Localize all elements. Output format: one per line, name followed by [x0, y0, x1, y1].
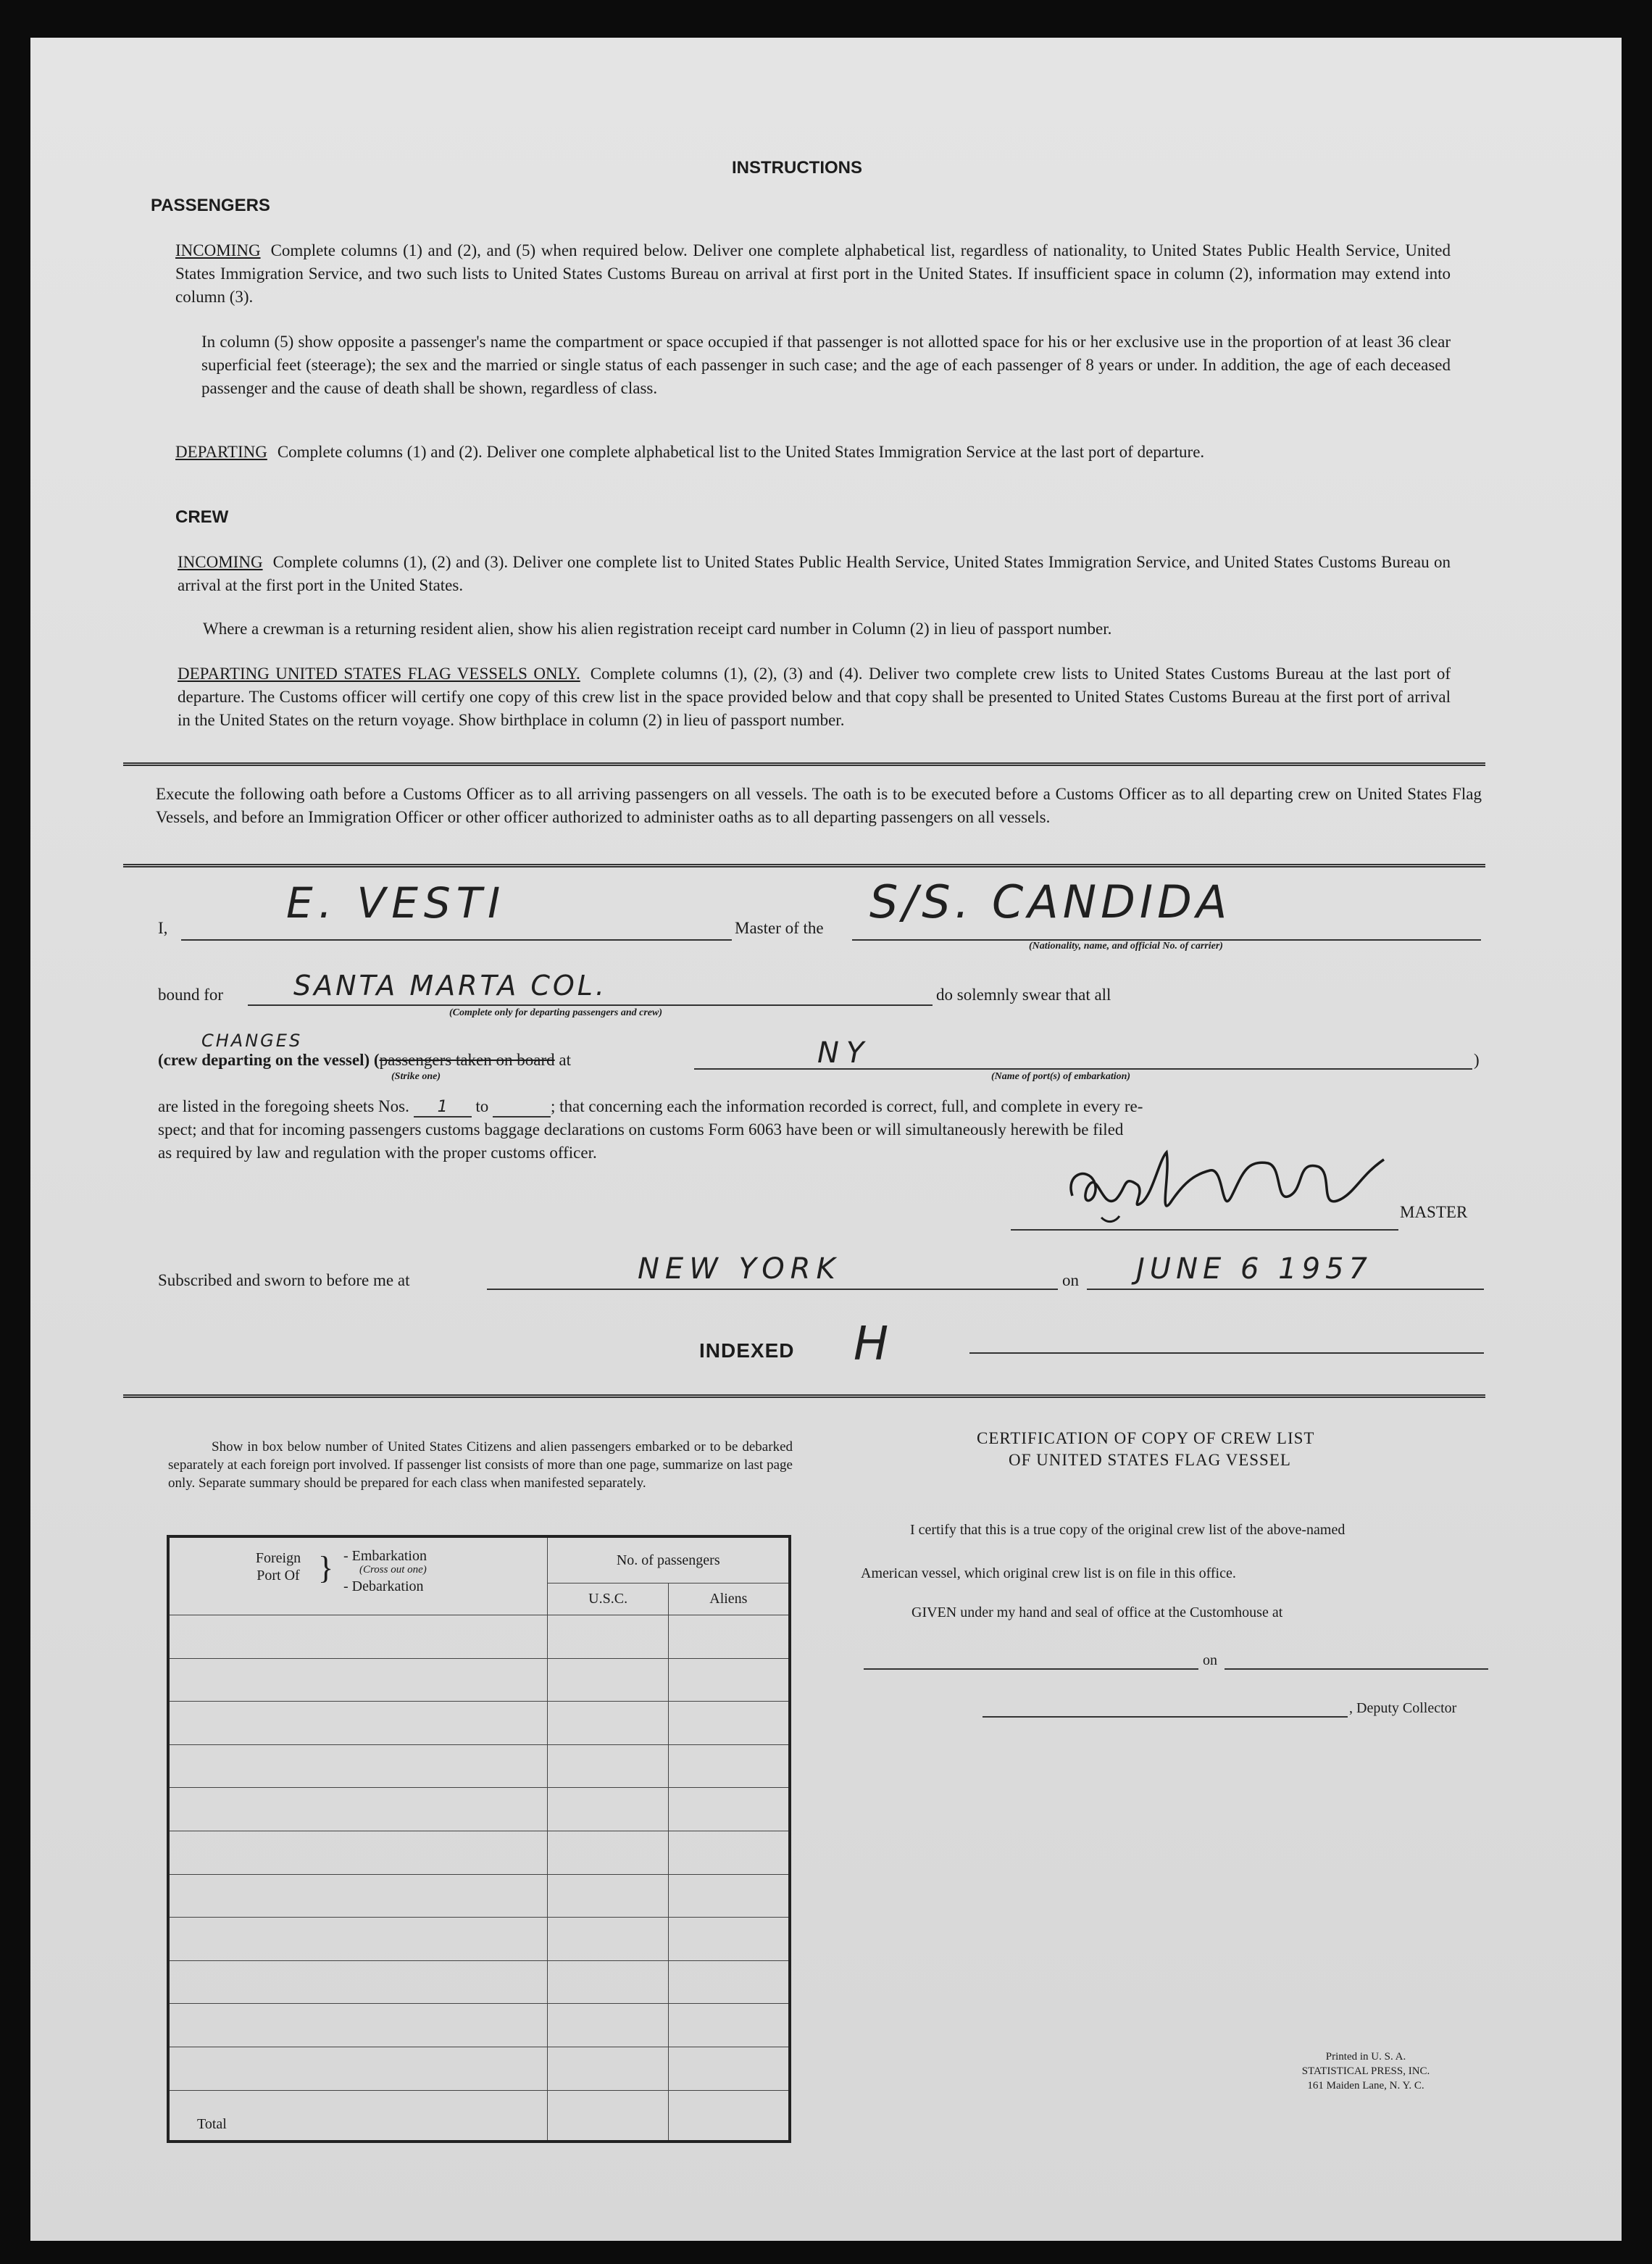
- usc-cell[interactable]: [548, 1702, 668, 1745]
- table-row: [168, 1615, 790, 1659]
- indexed-line: [969, 1352, 1484, 1354]
- customhouse-line[interactable]: [864, 1668, 1198, 1670]
- cross-out-label: (Cross out one): [359, 1564, 427, 1576]
- usc-cell[interactable]: [548, 1788, 668, 1831]
- certification-title-1: CERTIFICATION OF COPY OF CREW LIST: [977, 1429, 1315, 1447]
- at-label: at: [559, 1051, 571, 1069]
- master-name-handwritten: E. VESTI: [286, 878, 506, 928]
- sheet-to-field: [493, 1097, 551, 1118]
- table-row: [168, 1658, 790, 1702]
- crew-departing-phrase: (crew departing on the vessel) (: [158, 1051, 380, 1069]
- total-label: Total: [168, 2090, 548, 2142]
- passengers-incoming-paragraph: [175, 239, 1451, 309]
- total-row: [168, 2090, 790, 2142]
- deputy-collector-label: , Deputy Collector: [1349, 1700, 1457, 1716]
- port-cell[interactable]: [168, 1744, 548, 1788]
- table-row: [168, 1874, 790, 1918]
- given-text: GIVEN under my hand and seal of office at the Customhouse at: [911, 1605, 1283, 1620]
- port-cell[interactable]: [168, 2004, 548, 2047]
- oath-divider: [123, 864, 1485, 867]
- usc-cell[interactable]: [548, 1615, 668, 1659]
- port-cell[interactable]: [168, 1831, 548, 1874]
- master-label: MASTER: [1400, 1203, 1468, 1221]
- oath-intro: Execute the following oath before a Customs Officer as to all arriving passengers on all vessels. The oath is to be executed before a Customs Officer as to all departing crew on United States Flag Vessels, and before an Immigration Officer or other officer authorized to administer oaths as to all departing passengers on all vessels.: [156, 785, 1482, 826]
- passengers-heading: PASSENGERS: [151, 196, 270, 215]
- bound-caption: (Complete only for departing passengers and crew): [449, 1007, 662, 1018]
- aliens-cell[interactable]: [668, 1831, 790, 1874]
- on-label: on: [1062, 1271, 1079, 1289]
- aliens-cell[interactable]: [668, 1960, 790, 2004]
- table-row: [168, 1744, 790, 1788]
- passengers-departing-paragraph: [175, 441, 1451, 464]
- printer-imprint: [1275, 2049, 1456, 2093]
- certify-line-1: I certify that this is a true copy of the original crew list of the above-named: [910, 1522, 1346, 1538]
- foreign-port-label: Foreign Port Of: [255, 1550, 301, 1583]
- aliens-cell[interactable]: [668, 1874, 790, 1918]
- port-cell[interactable]: [168, 1615, 548, 1659]
- usc-total-cell[interactable]: [548, 2090, 668, 2142]
- indexed-stamp: INDEXED: [699, 1339, 795, 1362]
- usc-header: U.S.C.: [548, 1583, 668, 1615]
- incoming-text: Complete columns (1) and (2), and (5) when required below. Deliver one complete alphabetical list, regardless of nationality, to United States Public Health Service, United States Immigration Service, and two such lists to United States Customs Bureau on arrival at first port in the United States. If insufficient space in column (2), information may extend into column (3).: [175, 241, 1451, 306]
- aliens-cell[interactable]: [668, 1744, 790, 1788]
- sworn-date-handwritten: JUNE 6 1957: [1136, 1252, 1372, 1286]
- foreign-port-header: [168, 1536, 548, 1615]
- table-row: [168, 2047, 790, 2090]
- aliens-header: Aliens: [668, 1583, 790, 1615]
- cert-on-label: on: [1203, 1652, 1217, 1668]
- indexed-handwritten-mark: H: [854, 1318, 889, 1371]
- changes-handwritten: CHANGES: [201, 1031, 303, 1051]
- i-label: I,: [158, 919, 168, 937]
- struck-passengers-text: passengers taken on board: [379, 1051, 555, 1069]
- usc-cell[interactable]: [548, 1960, 668, 2004]
- usc-cell[interactable]: [548, 1658, 668, 1702]
- crew-departing-label: DEPARTING UNITED STATES FLAG VESSELS ONLY.: [178, 665, 580, 683]
- usc-cell[interactable]: [548, 1831, 668, 1874]
- sheet-from-field: [414, 1097, 472, 1118]
- summary-instructions: Show in box below number of United States Citizens and alien passengers embarked or to be debarked separately at each foreign port involved. If passenger list consists of more than one page, summarize on last page only. Separate summary should be prepared for each class when manifested separately.: [168, 1439, 793, 1491]
- master-signature: [1058, 1131, 1406, 1239]
- certify-line-2: American vessel, which original crew list is on file in this office.: [861, 1565, 1236, 1581]
- crew-incoming-text: Complete columns (1), (2) and (3). Deliver one complete list to United States Public Health Service, United States Immigration Service, and United States Customs Bureau on arrival at the first port in the United States.: [178, 553, 1451, 594]
- embarkation-label: - Embarkation: [343, 1548, 427, 1564]
- usc-cell[interactable]: [548, 1744, 668, 1788]
- printer-line-2: STATISTICAL PRESS, INC.: [1301, 2065, 1430, 2077]
- crew-incoming-label: INCOMING: [178, 553, 263, 571]
- aliens-cell[interactable]: [668, 1788, 790, 1831]
- listed-line-1: [158, 1097, 1484, 1118]
- port-cell[interactable]: [168, 1960, 548, 2004]
- swear-text: do solemnly swear that all: [936, 986, 1111, 1004]
- aliens-cell[interactable]: [668, 1702, 790, 1745]
- sworn-place-line: [487, 1289, 1058, 1290]
- master-of-label: Master of the: [735, 919, 824, 937]
- deputy-signature-line[interactable]: [983, 1716, 1348, 1718]
- aliens-cell[interactable]: [668, 2004, 790, 2047]
- port-handwritten: NY: [817, 1036, 872, 1070]
- port-cell[interactable]: [168, 1874, 548, 1918]
- port-cell[interactable]: [168, 1658, 548, 1702]
- table-row: [168, 1702, 790, 1745]
- aliens-total-cell[interactable]: [668, 2090, 790, 2142]
- printer-line-1: Printed in U. S. A.: [1325, 2051, 1406, 2063]
- close-paren: ): [1474, 1051, 1480, 1069]
- usc-cell[interactable]: [548, 2004, 668, 2047]
- table-row: [168, 1918, 790, 1961]
- port-cell[interactable]: [168, 1702, 548, 1745]
- departing-label: DEPARTING: [175, 443, 267, 461]
- vessel-caption: (Nationality, name, and official No. of carrier): [1029, 941, 1223, 952]
- crew-departing-text: [158, 1051, 571, 1070]
- brace-symbol: }: [318, 1550, 334, 1586]
- lower-divider: [123, 1394, 1485, 1398]
- crew-heading: CREW: [175, 507, 229, 527]
- sworn-date-line: [1087, 1289, 1484, 1290]
- port-cell[interactable]: [168, 2047, 548, 2090]
- aliens-cell[interactable]: [668, 1615, 790, 1659]
- no-passengers-header: No. of passengers: [548, 1536, 790, 1583]
- bound-for-line: [248, 1004, 933, 1006]
- to-label: to: [475, 1097, 489, 1115]
- bound-for-handwritten: SANTA MARTA COL.: [293, 970, 608, 1002]
- master-name-line: [181, 939, 732, 941]
- column5-paragraph: In column (5) show opposite a passenger's name the compartment or space occupied if that passenger is not allotted space for his or her exclusive use in the proportion of at least 36 clear superficial feet (steerage); the sex and the married or single status of each passenger in such case; and the age of each passenger of 8 years or under. In addition, the age of each deceased passenger and the cause of death shall be shown, regardless of class.: [201, 333, 1451, 397]
- usc-cell[interactable]: [548, 1874, 668, 1918]
- port-line: [694, 1068, 1472, 1070]
- table-row: [168, 1831, 790, 1874]
- listed-line-2: spect; and that for incoming passengers customs baggage declarations on customs Form 6063 have been or will simultaneously herewith be filed: [158, 1120, 1124, 1139]
- usc-cell[interactable]: [548, 2047, 668, 2090]
- sheet-from-value: 1: [437, 1098, 448, 1116]
- crew-resident-paragraph: Where a crewman is a returning resident alien, show his alien registration receipt card number in Column (2) in lieu of passport number.: [203, 620, 1112, 638]
- bound-for-label: bound for: [158, 986, 224, 1004]
- listed-line-3: as required by law and regulation with the proper customs officer.: [158, 1144, 597, 1162]
- section-divider: [123, 762, 1485, 766]
- table-row: [168, 1960, 790, 2004]
- departing-text: Complete columns (1) and (2). Deliver one complete alphabetical list to the United States Immigration Service at the last port of departure.: [277, 443, 1205, 461]
- cert-date-line[interactable]: [1225, 1668, 1488, 1670]
- ports-summary-table: [167, 1535, 791, 2143]
- crew-departing-paragraph: [178, 662, 1451, 732]
- table-row: [168, 2004, 790, 2047]
- table-row: [168, 1788, 790, 1831]
- strike-caption: (Strike one): [391, 1071, 441, 1082]
- aliens-cell[interactable]: [668, 2047, 790, 2090]
- certification-title-2: OF UNITED STATES FLAG VESSEL: [1009, 1451, 1291, 1469]
- listed-rest: ; that concerning each the information recorded is correct, full, and complete in every re-: [550, 1097, 1143, 1115]
- sworn-place-handwritten: NEW YORK: [638, 1252, 841, 1286]
- aliens-cell[interactable]: [668, 1658, 790, 1702]
- crew-departing-text: Complete columns (1), (2), (3) and (4). Deliver two complete crew lists to United States Customs Bureau at the last port of departure. The Customs officer will certify one copy of this crew list in the space provided below and that copy shall be presented to United States Customs Bureau at the first port of arrival in the United States on the return voyage. Show birthplace in column (2) in lieu of passport number.: [178, 665, 1451, 729]
- instructions-heading: INSTRUCTIONS: [732, 158, 862, 178]
- aliens-cell[interactable]: [668, 1918, 790, 1961]
- incoming-label: INCOMING: [175, 241, 261, 259]
- crew-incoming-paragraph: [178, 551, 1451, 597]
- subscribed-label: Subscribed and sworn to before me at: [158, 1271, 410, 1289]
- listed-prefix: are listed in the foregoing sheets Nos.: [158, 1097, 409, 1115]
- port-cell[interactable]: [168, 1788, 548, 1831]
- usc-cell[interactable]: [548, 1918, 668, 1961]
- port-cell[interactable]: [168, 1918, 548, 1961]
- vessel-handwritten: S/S. CANDIDA: [869, 875, 1232, 928]
- debarkation-label: - Debarkation: [343, 1578, 424, 1594]
- port-caption: (Name of port(s) of embarkation): [991, 1071, 1131, 1082]
- printer-line-3: 161 Maiden Lane, N. Y. C.: [1307, 2080, 1424, 2092]
